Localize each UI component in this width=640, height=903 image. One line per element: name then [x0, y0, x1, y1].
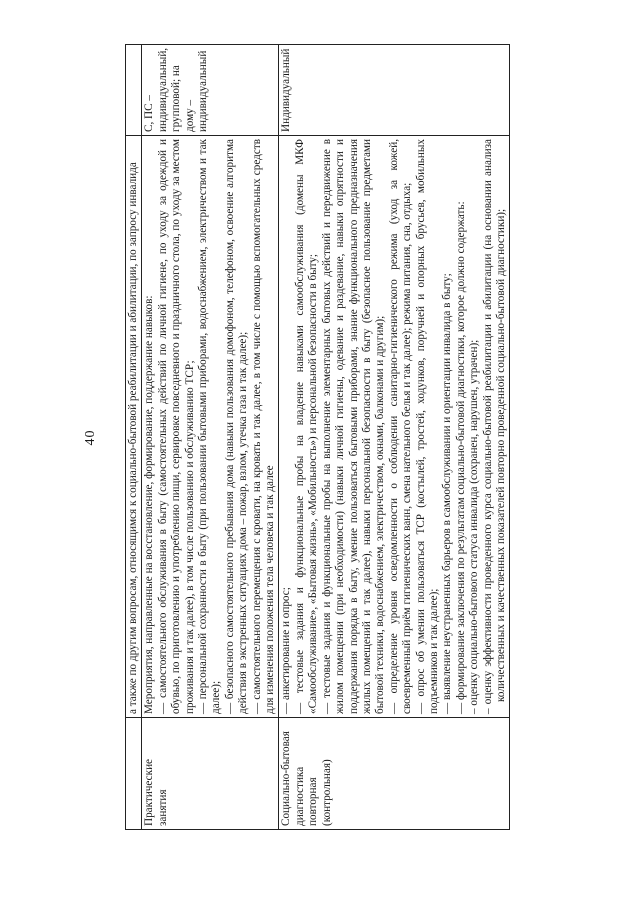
paragraph: а также по другим вопросам, относящимся к социально-бытовой реабилитации и абилитации, по запросу инвалида: [127, 162, 139, 714]
paragraph: — опрос об умении пользоваться ТСР (костылей, тростей, ходунков, поручней и опорных брусьев, мобильных подъемников и так далее);: [414, 139, 440, 714]
paragraph: — анкетирование и опрос;: [280, 587, 293, 714]
paragraph: — выявление неустраненных барьеров в самообслуживании и ориентации инвалида в быту;: [441, 273, 454, 714]
program-table: [125, 44, 510, 830]
table-row: [126, 45, 142, 830]
paragraph: — тестовые задания и функциональные пробы на выполнение элементарных бытовых действий и передвижение в жилом помещении (при необходимости) (навыки личной гигиены, одевание и раздевание, навыки опрятности и поддержания порядка в быту, умение пользоваться бытовыми приборами, знание функционального предназначения жилых помещений и так далее), навыки персональной безопасности в быту (безопасное пользование предметами бытовой техники, водоснабжением, электричеством, окнами, балконами и другим);: [320, 139, 387, 714]
row-heading: Социально-бытовая диагностика повторная (контрольная): [279, 718, 510, 830]
sub-item: – оценку эффективности проведенного курса социально-бытовой реабилитации и абилитации (на основании анализа количественных и качественных показателей повторно проведенной социально-бытовой диагностики);: [481, 139, 507, 714]
table-cell: [126, 718, 142, 830]
paragraph: — формирование заключения по результатам социально-бытовой диагностики, которое должно содержать:: [454, 201, 467, 714]
paragraph: — тестовые задания и функциональные пробы на владение навыками самообслуживания (домены МКФ «Самообслуживание», «Бытовая жизнь», «Мобильность») и персональной безопасности в быту;: [293, 139, 320, 714]
paragraph: — безопасного самостоятельного пребывания дома (навыки пользования домофоном, телефоном, освоение алгоритма действия в экстренных ситуациях дома – пожар, взлом, утечка газа и так далее);: [223, 139, 250, 714]
table-row: [279, 45, 510, 830]
format-cell: Индивидуальный: [279, 45, 510, 136]
paragraph: — персональной сохранности в быту (при пользовании бытовыми приборами, водоснабжением, электричеством и так далее);: [197, 139, 223, 714]
paragraph: Мероприятия, направленные на восстановление, формирование, поддержание навыков:: [143, 295, 156, 714]
sub-item: – оценку социально-бытового статуса инвалида (сохранен, нарушен, утрачен);: [468, 339, 481, 714]
paragraph: — определение уровня осведомленности о соблюдении санитарно-гигиенического режима (уход за кожей, своевременный приём гигиенических ванн, смена нательного белья и так далее); режима питания, сна, отдыха;: [387, 139, 414, 714]
rotated-content: [83, 45, 613, 830]
paragraph: — самостоятельного обслуживания в быту (самостоятельных действий по личной гигиене, по уходу за одеждой и обувью, по приготовлению и употреблению пищи, сервировке повседневного и праздничного стола, по уходу за местом проживания и так далее), в том числе пользованию и обслуживанию ТСР;: [156, 139, 196, 714]
table-row: [142, 45, 279, 830]
row-heading: Практические занятия: [142, 718, 279, 830]
table-cell: [126, 45, 142, 136]
format-cell: С, ПС – индивидуальный, групповой; на дому – индивидуальный: [142, 45, 279, 136]
page-number: 40: [83, 429, 98, 446]
table-cell: [279, 136, 510, 718]
table-cell: [142, 136, 279, 718]
paragraph: — самостоятельного перемещения с кровати, на кровать и так далее, в том числе с помощью вспомогательных средств для изменения положения тела человека и так далее: [250, 139, 277, 714]
table-cell: [126, 136, 142, 718]
